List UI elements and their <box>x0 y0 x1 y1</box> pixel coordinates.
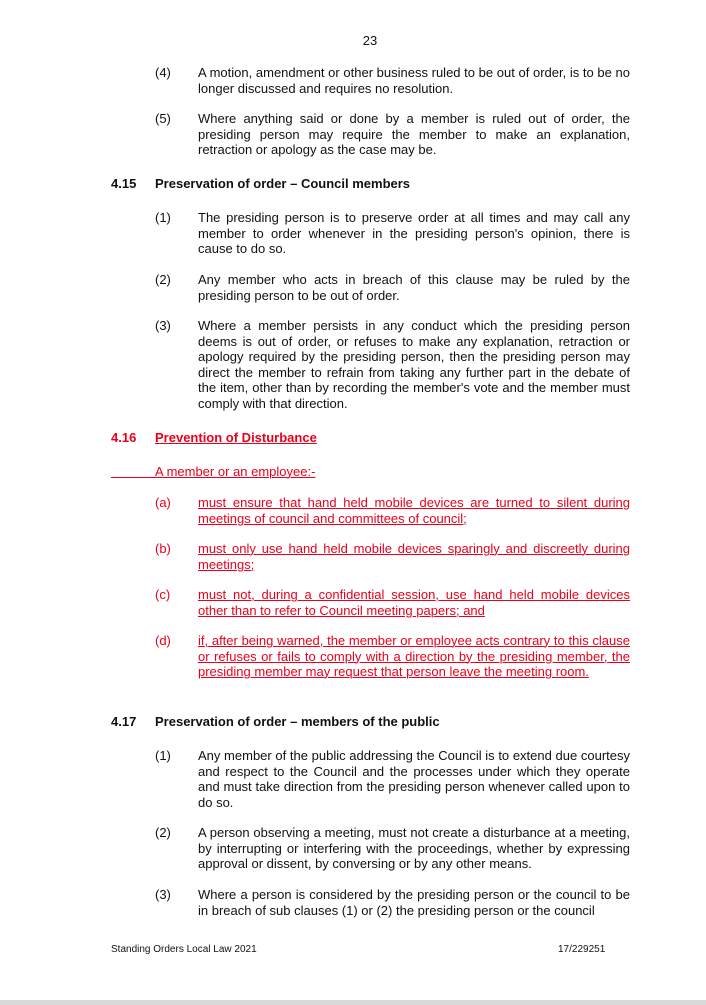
item-label: (3) <box>155 887 171 902</box>
list-item <box>155 65 630 96</box>
list-item <box>155 633 630 680</box>
item-label: (1) <box>155 210 171 225</box>
item-label: (5) <box>155 111 171 126</box>
list-item <box>155 748 630 810</box>
item-text: must only use hand held mobile devices sparingly and discreetly during meetings; <box>198 541 630 572</box>
section-heading-4-15 <box>111 176 410 191</box>
item-label: (1) <box>155 748 171 763</box>
list-item <box>155 887 630 918</box>
list-item <box>155 111 630 158</box>
item-label: (d) <box>155 633 171 648</box>
item-text: Where a person is considered by the presiding person or the council to be in breach of sub clauses (1) or (2) the presiding person or the council <box>198 887 630 918</box>
item-label: (a) <box>155 495 171 510</box>
section-number: 4.17 <box>111 714 137 729</box>
section-title: Prevention of Disturbance <box>155 430 317 445</box>
item-text: must not, during a confidential session, use hand held mobile devices other than to refer to Council meeting papers; and <box>198 587 630 618</box>
section-number: 4.15 <box>111 176 137 191</box>
item-label: (c) <box>155 587 171 602</box>
item-text: The presiding person is to preserve order at all times and may call any member to order whenever in the presiding person's opinion, there is cause to do so. <box>198 210 630 256</box>
item-text: A motion, amendment or other business ruled to be out of order, is to be no longer discussed and requires no resolution. <box>198 65 630 96</box>
item-text: Where a member persists in any conduct which the presiding person deems is out of order, or refuses to make any explanation, retraction or apology required by the presiding person, then the presiding person may direct the member to refrain from taking any further part in the debate of the item, other than by recording the member's vote and the member must comply with that direction. <box>198 318 630 411</box>
section-intro <box>111 464 315 479</box>
section-heading-4-16 <box>111 430 317 445</box>
list-item <box>155 541 630 572</box>
item-text: Any member who acts in breach of this clause may be ruled by the presiding person to be out of order. <box>198 272 630 303</box>
section-title: Preservation of order – Council members <box>155 176 411 191</box>
item-label: (2) <box>155 272 171 287</box>
item-text: Where anything said or done by a member is ruled out of order, the presiding person may require the member to make an explanation, retraction or apology as the case may be. <box>198 111 630 157</box>
footer-title: Standing Orders Local Law 2021 <box>111 944 257 955</box>
list-item <box>155 495 630 526</box>
item-label: (4) <box>155 65 171 80</box>
footer-reference: 17/229251 <box>558 944 606 955</box>
item-text: Any member of the public addressing the Council is to extend due courtesy and respect to the Council and the processes under which they operate and must take direction from the presiding person whenever called upon to do so. <box>198 748 630 810</box>
intro-text: A member or an employee:- <box>155 464 316 479</box>
section-title: Preservation of order – members of the public <box>155 714 440 729</box>
page-bottom-edge <box>0 1000 706 1005</box>
item-label: (b) <box>155 541 171 556</box>
item-text: A person observing a meeting, must not create a disturbance at a meeting, by interrupting or interfering with the proceedings, whether by expressing approval or dissent, by conversing or by any other means. <box>198 825 630 871</box>
list-item <box>155 272 630 303</box>
item-label: (3) <box>155 318 171 333</box>
list-item <box>155 825 630 872</box>
intro-underline-lead <box>111 464 155 478</box>
list-item <box>155 210 630 257</box>
list-item <box>155 318 630 411</box>
page-number: 23 <box>362 33 378 48</box>
section-number: 4.16 <box>111 430 137 445</box>
section-heading-4-17 <box>111 714 440 729</box>
item-text: if, after being warned, the member or employee acts contrary to this clause or refuses or fails to comply with a direction by the presiding member, the presiding member may request that person leave the meeting room. <box>198 633 630 679</box>
list-item <box>155 587 630 618</box>
item-label: (2) <box>155 825 171 840</box>
item-text: must ensure that hand held mobile devices are turned to silent during meetings of council and committees of council; <box>198 495 630 526</box>
